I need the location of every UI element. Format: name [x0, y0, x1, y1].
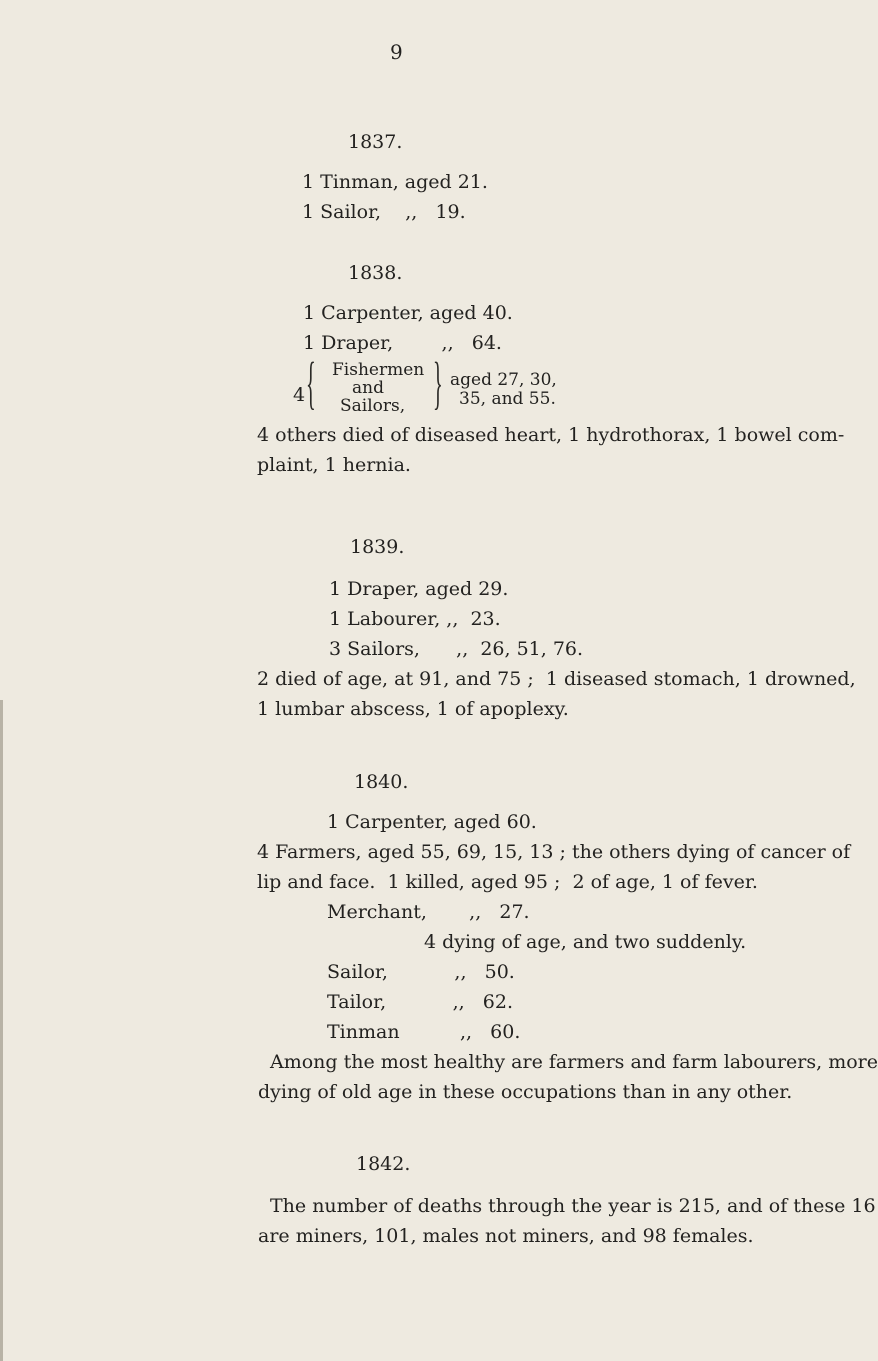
right-brace: } — [433, 350, 443, 415]
entry-1840-8: Tinman ,, 60. — [327, 1021, 521, 1043]
group-count: 4 — [293, 384, 306, 406]
entry-1839-2: 1 Labourer, ,, 23. — [329, 608, 501, 630]
group-line-fishermen: Fishermen — [332, 360, 425, 380]
year-heading-1837: 1837. — [348, 131, 403, 153]
entry-1837-2: 1 Sailor, ,, 19. — [302, 201, 466, 223]
group-ages-2: 35, and 55. — [459, 389, 556, 409]
entry-1838-1: 1 Carpenter, aged 40. — [303, 302, 513, 324]
left-brace: { — [306, 350, 316, 415]
entry-1838-2: 1 Draper, ,, 64. — [303, 332, 502, 354]
note-1839-line2: 1 lumbar abscess, 1 of apoplexy. — [257, 698, 569, 720]
entry-1840-2: 4 Farmers, aged 55, 69, 15, 13 ; the others dying of cancer of — [257, 841, 851, 863]
entry-1840-7: Tailor, ,, 62. — [327, 991, 514, 1013]
note-1838-line2: plaint, 1 hernia. — [257, 454, 411, 476]
entry-1840-1: 1 Carpenter, aged 60. — [327, 811, 537, 833]
note-1840-line2: dying of old age in these occupations than in any other. — [258, 1081, 793, 1103]
entry-1839-1: 1 Draper, aged 29. — [329, 578, 509, 600]
entry-1837-1: 1 Tinman, aged 21. — [302, 171, 488, 193]
note-1839-line1: 2 died of age, at 91, and 75 ; 1 diseased stomach, 1 drowned, — [257, 668, 856, 690]
note-1838-line1: 4 others died of diseased heart, 1 hydrothorax, 1 bowel com- — [257, 424, 845, 446]
group-line-and: and — [352, 378, 384, 398]
group-line-sailors: Sailors, — [340, 396, 406, 416]
entry-1840-3: lip and face. 1 killed, aged 95 ; 2 of age, 1 of fever. — [257, 871, 758, 893]
entry-1839-3: 3 Sailors, ,, 26, 51, 76. — [329, 638, 584, 660]
note-1842-line1: The number of deaths through the year is 215, and of these 16 — [270, 1195, 876, 1217]
page-number: 9 — [390, 40, 403, 64]
entry-1840-6: Sailor, ,, 50. — [327, 961, 515, 983]
note-1842-line2: are miners, 101, males not miners, and 98 females. — [258, 1225, 754, 1247]
year-heading-1838: 1838. — [348, 262, 403, 284]
entry-1840-4: Merchant, ,, 27. — [327, 901, 530, 923]
year-heading-1842: 1842. — [356, 1153, 411, 1175]
year-heading-1840: 1840. — [354, 771, 409, 793]
group-ages-1: aged 27, 30, — [450, 370, 557, 390]
note-1840-line1: Among the most healthy are farmers and farm labourers, more — [270, 1051, 878, 1073]
entry-1840-5: 4 dying of age, and two suddenly. — [424, 931, 747, 953]
year-heading-1839: 1839. — [350, 536, 405, 558]
page-edge-shadow — [0, 700, 3, 1361]
